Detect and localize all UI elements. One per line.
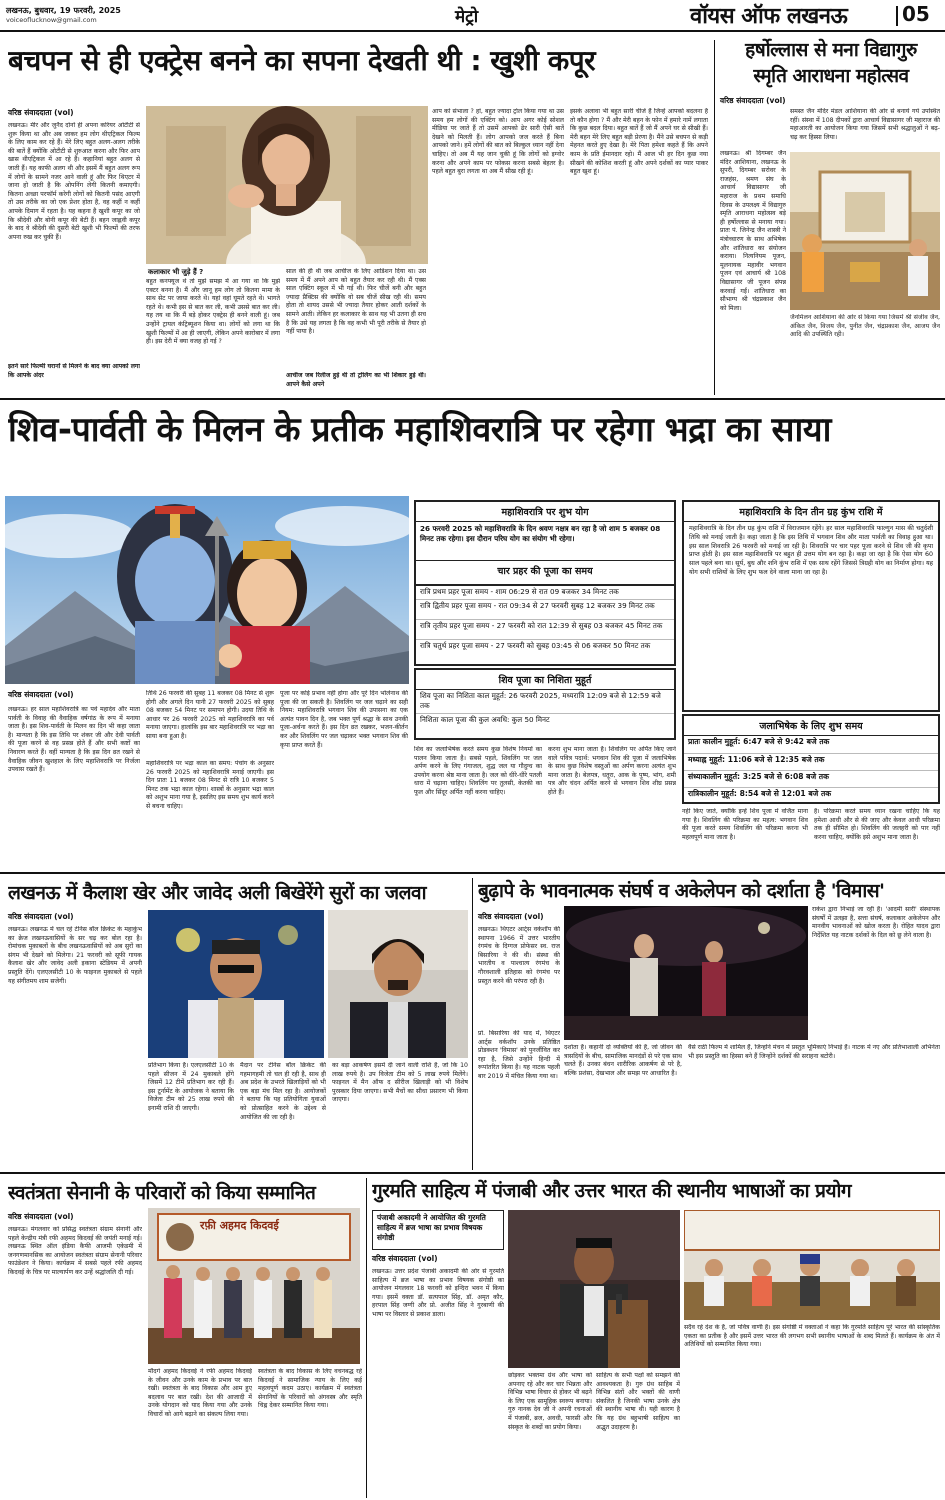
shivratri-col5: करना शुभ माना जाता है। शिवलिंग पर अर्पित किए जाने वाले पवित्र पदार्थ: भगवान शिव की पूजा में जलाभिषेक के साथ कुछ विशेष वस्तुओं का अर्पण करना अत्यंत शुभ माना जाता है। बेलपत्र, धतूरा, आक के पुष्प, भांग, शमी पत्र और चंदन अर्पित करने से भगवान शिव शीघ्र प्रसन्न होते हैं। <box>548 746 676 796</box>
rafi-banner-text: रफ़ी अहमद किदवई <box>200 1219 279 1232</box>
rafi-col2: मौदगे अहमद किदवई ने रफी अहमद किदवई के जीवन और उनके काम के प्रभाव पर बात रखी। स्वतंत्रता के बाद विकास और आम हुए बदलाव पर बात रखी। देश की आजादी में उनके योगदान को याद किया गया और उनके विचारों को आगे बढ़ाने का संकल्प लिया गया। <box>148 1368 252 1418</box>
vidyaguru-col1: लखनऊ। श्री दिगम्बर जैन मंदिर आशियाना, लखनऊ के सुपरी, दिगम्बर सरोवर के राजहंस, श्रमण संघ के आचार्य विद्यासागर जी महाराज के प्रथम समाधि दिवस के उपलक्ष्य में विद्यागुरु स्मृति आराधना महोत्सव बड़े ही हर्षोल्लास से मनाया गया। प्रातः पं. जिनेन्द्र जैन शास्त्री ने मंत्रोच्चारण के साथ अभिषेक और शांतिधारा का संयोजन कराया। नित्यनियम पूजन, मूलनायक महावीर भगवान पूजन एवं आचार्य श्री 108 विद्यासागर जी पूजन संपन्न करवाई गईं। शांतिधारा का सौभाग्य श्री चंद्रप्रकाश जैन को मिला। <box>720 150 786 312</box>
khushi-col1: लखनऊ। मीर और जुनैद दोनों ही अपना करियर ओटीटी से शुरू किया था और अब जाकर हम लोग थीएट्रिकल फिल्म के लिए काम कर रहे हैं। मेरे लिए बहुत अलग-अलग तरीके की बातें हैं क्योंकि ओटीटी से शुरुआत करना और फिर आप खास थीएट्रिकल में आ रहे हैं। कहानियां बहुत अलग से जाती हैं। यह काफी अलग थी और इसमें मैं बहुत अलग रूप में लोगों के सामने नजर आने वाली हूं और फिर थिएटर में जाना हो जाती है कि ओपनिंग लेगी कितनी कमाएगी। कितना अच्छा परफॉर्म करेगी लोगों को कितनी पसंद आएगी तो उस तरीके का जो एक प्रेशर होता है, वह कहीं न कहीं आपके दिमाग में रहता है। यह कहना है खुशी कपूर का जो कि श्रीदेवी और बोनी कपूर की बेटी हैं। बहन जाह्नवी कपूर के बाद वे श्रीदेवी की दूसरी बेटी खुशी भी फिल्मों की तरफ अपना रुख कर चुकी हैं। <box>8 122 140 241</box>
kailash-col1: लखनऊ। लखनऊ में चल रहे टेनिस बॉल क्रिकेट के महाकुंभ का क्रेज लखनऊवासियों के सर चढ़ कर बोल रहा है। रोमांचक मुकाबलों के बीच लखनऊवासियों को अब सुरों का संगम भी देखने को मिलेगा। 21 फरवरी को सूफी गायक कैलाश खेर और जावेद अली इकाना स्टेडियम में अपनी प्रस्तुति देंगे। एलएलसीटी 10 के फाइनल मुकाबले से पहले यह संगीतमय शाम सजेगी। <box>8 926 142 985</box>
graha-title: महाशिवरात्रि के दिन तीन ग्रह कुंभ राशि में <box>684 502 938 522</box>
rafi-headline: स्वतंत्रता सेनानी के परिवारों को किया सम्मानित <box>8 1182 316 1204</box>
gurmat-headline: गुरमति साहित्य में पंजाबी और उत्तर भारत की स्थानीय भाषाओं का प्रयोग <box>372 1180 852 1202</box>
rafi-col1: लखनऊ। मंगलवार को प्रसिद्ध स्वतंत्रता संग्राम सेनानी और पहले केन्द्रीय मंत्री रफी अहमद किदवई की जयंती मनाई गई। लखनऊ स्थित ऑल इंडिया कैफी आजमी एकेडमी में जनगणमानसिक का आयोजन स्वतंत्रता संग्राम सेनानी परिवार फाउंडेशन ने किया। कार्यक्रम में सबसे पहले रफी अहमद किदवई के चित्र पर माल्यार्पण कर उन्हें श्रद्धांजलि दी गई। <box>8 1226 142 1276</box>
jala-item: संध्याकालीन मुहूर्त: 3:25 बजे से 6:08 बजे तक <box>684 771 938 788</box>
shivratri-col3: पूजा पर कोई प्रभाव नहीं होगा और पूरे दिन भोलेनाथ की पूजा की जा सकती है। शिवलिंग पर जल चढ़ाने का सही नियम: महाशिवरात्रि भगवान शिव की उपासना का एक अत्यंत पावन दिन है, जब भक्त पूर्ण श्रद्धा के साथ उनकी पूजा-अर्चना करते हैं। इस दिन व्रत रखकर, भजन-कीर्तन कर और शिवलिंग पर जल चढ़ाकर भक्त भगवान शिव की कृपा प्राप्त करते हैं। <box>280 690 408 749</box>
javed-ali-photo <box>328 910 468 1058</box>
column-divider <box>472 878 473 1170</box>
nishita-item: शिव पूजा का निशिता काल मुहूर्त: 26 फरवरी 2025, मध्यरात्रि 12:09 बजे से 12:59 बजे तक <box>416 690 674 714</box>
gurmat-subhead-box <box>372 1210 504 1250</box>
gurmat-panel-photo <box>684 1210 940 1320</box>
vimas-headline: बुढ़ापे के भावनात्मक संघर्ष व अकेलेपन को दर्शाता है 'विमास' <box>478 880 885 902</box>
khushi-byline: वरिष्ठ संवाददाता (vol) <box>8 108 74 117</box>
vimas-col4: राकेश द्वारा निभाई जा रही है। 'आदमी सारी' संस्थापक संघर्षों में उलझा है, सत्ता संघर्ष, कलाकार अकेलेपन और मानवीय भावनाओं को खोज करता है। रोहित यादव द्वारा निर्देशित यह नाटक दर्शकों के दिल को छू लेने वाला है। <box>812 906 940 939</box>
khushi-question: कलाकार भी जुड़े हैं ? <box>148 268 204 276</box>
vimas-col3: दर्शाता है। कहानी दो व्यक्तियों की है, जो जीवन की त्रासदियों के बीच, सामाजिक मानदंडों से परे एक साथ चलते हैं। उनका बंधन शारीरिक आकर्षण से परे है, बल्कि प्रशंसा, देखभाल और समझ पर आधारित है। <box>564 1044 682 1077</box>
prahar-item: रात्रि तृतीय प्रहर पूजा समय - 27 फरवरी को रात 12:39 से सुबह 03 बजकर 45 मिनट तक <box>416 620 674 640</box>
shivratri-headline: शिव-पार्वती के मिलन के प्रतीक महाशिवरात्रि पर रहेगा भद्रा का साया <box>8 410 831 450</box>
prahar-title: चार प्रहर की पूजा का समय <box>416 560 674 580</box>
contact-email: voiceoflucknow@gmail.com <box>6 16 97 24</box>
vimas-col5: वैसे राठी फिल्म में शामिल हैं, जिन्होंने मंचन में प्रस्तुत भूमिकाएं निभाई हैं। नाटक में नए और प्रतिभाशाली अभिनेता भी इस प्रस्तुति का हिस्सा बने हैं जिन्होंने दर्शकों की सराहना बटोरी। <box>688 1044 940 1060</box>
vidyaguru-headline-2: स्मृति आराधना महोत्सव <box>753 65 909 87</box>
section-name: मेट्रो <box>455 7 479 27</box>
shivratri-byline: वरिष्ठ संवाददाता (vol) <box>8 690 74 699</box>
nishita-box <box>414 668 676 740</box>
vimas-col1: लखनऊ। थिएटर आर्ट्स वर्कशॉप की स्थापना 1966 में उत्तर भारतीय रंगमंच के दिग्गज प्रोफेसर स्व. राज बिसारिया ने की थी। संस्था की भारतीय व पाश्चात्य रंगमंच के गौरवशाली इतिहास को रंगमंच पर प्रस्तुत करने की परंपरा रही है। <box>478 926 560 985</box>
rafi-event-photo <box>148 1208 360 1364</box>
shivratri-col6: नहीं किए जाते, क्योंकि इन्हें शिव पूजा में वर्जित माना गया है। शिवलिंग की परिक्रमा का महत्व: भगवान शिव की पूजा करते समय शिवलिंग की परिक्रमा करना भी महत्वपूर्ण माना जाता है। <box>682 808 808 841</box>
kailash-byline: वरिष्ठ संवाददाता (vol) <box>8 912 74 921</box>
shubh-yog-title: महाशिवरात्रि पर शुभ योग <box>416 502 674 522</box>
jalabhishek-title: जलाभिषेक के लिए शुभ समय <box>684 716 938 736</box>
masthead-rule <box>0 30 945 32</box>
kailash-kher-photo <box>148 910 324 1058</box>
khushi-col4: आप को संभाला ? हां, बहुत ज्यादा ट्रोल किया गया था उस समय हम लोगों की एक्टिंग को। आप अगर कोई सोशल मीडिया पर जाते हैं तो उसमें आपको ढेर सारी ऐसी बातें देखने को मिलती हैं। लोग आपको जज करते हैं बिना आपको जाने। हमें लोगों की बात को बिल्कुल ध्यान नहीं देना चाहिए। तो अब मैं यह जान चुकी हूं कि लोगों को इग्नोर करना और अपने काम पर फोकस करना सबसे बेहतर है। पहले बहुत बुरा लगता था अब मैं सीख रही हूं। <box>432 108 564 176</box>
prahar-item: रात्रि द्वितीय प्रहर पूजा समय - रात 09:34 से 27 फरवरी सुबह 12 बजकर 39 मिनट तक <box>416 600 674 620</box>
column-divider <box>714 40 715 395</box>
nishita-item: निशिता काल पूजा की कुल अवधि: कुल 50 मिनट <box>420 715 550 724</box>
gurmat-col4: सदैव रहे देश के है, जो पवित्र वाणी है। इस संगोष्ठी में वक्ताओं ने कहा कि गुरमति साहित्य पूरे भारत की सांस्कृतिक एकता का प्रतीक है और इसमें उत्तर भारत की लगभग सभी स्थानीय भाषाओं के शब्द मिलते हैं। कार्यक्रम के अंत में अतिथियों को सम्मानित किया गया। <box>684 1324 940 1349</box>
page-number: 05 <box>902 2 930 26</box>
gurmat-byline: वरिष्ठ संवाददाता (vol) <box>372 1254 438 1263</box>
vimas-play-photo <box>564 906 808 1040</box>
khushi-col1-tail: इतने सारे फिल्मी घरानों से मिलने के बाद क्या आपको लगा कि आपके अंदर <box>8 363 140 379</box>
khushi-col3-tail: आर्चीज जब रिलीज हुई थी तो ट्रोलिंग का भी शिकार हुई थीं। आपने कैसे अपने <box>286 372 426 388</box>
kailash-headline: लखनऊ में कैलाश खेर और जावेद अली बिखेरेंगे सुरों का जलवा <box>8 882 427 904</box>
vimas-col2: प्रो. बिसारिया की याद में, थिएटर आर्ट्स वर्कशॉप उनके प्रतिष्ठित प्रोडक्शन 'विमास' को पुनर्जीवित कर रहा है, जिसे उन्होंने हिन्दी में रूपांतरित किया है। यह नाटक पहली बार 2019 में मंचित किया गया था। <box>478 1030 560 1080</box>
khushi-headline: बचपन से ही एक्ट्रेस बनने का सपना देखती थी : खुशी कपूर <box>8 44 596 77</box>
nishita-title: शिव पूजा का निशिता मुहूर्त <box>416 670 674 690</box>
graha-text: महाशिवरात्रि के दिन तीन ग्रह कुंभ राशि में विराजमान रहेंगे। हर साल महाशिवरात्रि फाल्गुन मास की चतुर्दशी तिथि को मनाई जाती है। कहा जाता है कि इस तिथि में भगवान शिव और माता पार्वती का विवाह हुआ था। इस साल शिवरात्रि 26 फरवरी को मनाई जा रही है। शिवरात्रि पर चार पहर पूजा करने से शिव जी की कृपा प्राप्त होती है। इस साल महाशिवरात्रि पर बहुत ही उत्तम योग बन रहा है। कहा जा रहा है कि ऐसा योग 60 साल पहले बना था। सूर्य, बुध और शनि कुंभ राशि में एक साथ रहेंगे जिससे त्रिग्रही योग का निर्माण होगा। यह योग सभी राशियों के लिए शुभ फल देने वाला माना जा रहा है। <box>689 525 933 576</box>
khushi-col2: बहुत कनफ्यूज थे तो मुझे समझ में आ गया था कि मुझे एक्टर बनना है। मैं और जानू हम लोग तो कितना मामा के साथ सेट पर जाया करते थे। यहां वहां घूमते रहते थे। भागते रहते थे। कभी इस से बात कर ली, कभी उससे बात कर ली। यह तय था कि मैं बड़े होकर एक्ट्रेस ही बनने वाली हूं। जब उन्होंने ट्रायल कंट्रिब्यूशन किया था। लोगों को लगा था कि खुशी फिल्मों में आ ही जाएगी, लेकिन अपने कारोबार में लगा ही। इस देरी में क्या वजह हो गई ? <box>146 278 280 346</box>
kailash-col3: मैदान पर टेनिस बॉल क्रिकेट की गहमागहमी तो चल ही रही है, साथ ही अब प्रदेश के उभरते खिलाड़ियों को भी एक बड़ा मंच मिल रहा है। आयोजकों ने बताया कि यह प्रतियोगिता युवाओं को प्रोत्साहित करने के उद्देश्य से आयोजित की जा रही है। <box>240 1062 326 1121</box>
jala-item: मध्याह्न मुहूर्त: 11:06 बजे से 12:35 बजे तक <box>684 754 938 771</box>
gurmat-col3: साहित्य के सभी पक्षों को समझने की आवश्यकता है। गुरु ग्रंथ साहिब में विभिन्न संतों और भक्तों की वाणी संकलित है जिनकी भाषा उनके क्षेत्र की स्थानीय भाषा थी। यही कारण है कि यह ग्रंथ बहुभाषी साहित्य का अद्भुत उदाहरण है। <box>596 1372 680 1431</box>
vidyaguru-headline-1: हर्षोल्लास से मना विद्यागुरु <box>745 39 917 61</box>
jalabhishek-box <box>682 714 940 804</box>
khushi-col5: इसके अलावा भी बहुत सारी चीजें हैं जिन्हें आपको बदलना है तो कौन होगा ? मैं और मेरी बहन के फोन में हमारे नामें लगाता कि कुछ बदल दिया। बहुत बातें हैं जो मैं अपने घर से सीखी हैं। मेरी बहन मेरे लिए बहुत बड़ी प्रेरणा है। मैंने उसे बचपन से कड़ी मेहनत करते हुए देखा है। मेरे पिता हमेशा कहते हैं कि अपने काम के प्रति ईमानदार रहो। मैं आज भी हर दिन कुछ नया सीखने की कोशिश करती हूं और अपने दर्शकों का प्यार पाकर बहुत खुश हूं। <box>570 108 708 176</box>
gurmat-subhead: पंजाबी अकादमी ने आयोजित की गुरमति साहित्य में ब्रज भाषा का प्रभाव विषयक संगोष्ठी <box>377 1213 486 1242</box>
khushi-col3: साल की ही थी जब आर्चीज के लिए आडिशन दिया था। उस समय में मैं अपने आप को बहुत तैयार कर रही थी। मैं एक्स साल एक्टिंग स्कूल में भी गई थी। फिर चीजें बनी और बहुत ज्यादा प्रैक्टिस की क्योंकि वो सब चीजें सीख रही थी। समय होता तो शायद उससे भी ज्यादा तैयार होकर आती दर्शकों के सामने आती। लेकिन हर कलाकार के साथ यह भी उतना ही सच है कि उसे यह लगता है कि वह कभी भी पूरी तरीके से तैयार हो नहीं पाया है। <box>286 268 426 336</box>
shivratri-col2: महाशिवरात्रि पर भद्रा काल का समय: पंचांग के अनुसार 26 फरवरी 2025 को महाशिवरात्रि मनाई जाएगी। इस दिन प्रातः 11 बजकर 08 मिनट से रात्रि 10 बजकर 5 मिनट तक भद्रा काल रहेगा। शास्त्रों के अनुसार भद्रा काल को अशुभ माना गया है, इसलिए इस समय शुभ कार्य करने से बचना चाहिए। <box>146 760 274 810</box>
shivratri-col4: शिव का जलाभिषेक करते समय कुछ विशेष नियमों का पालन किया जाता है। सबसे पहले, शिवलिंग पर जल अर्पण करने के लिए गंगाजल, शुद्ध जल या गौदुग्ध का उपयोग करना श्रेष्ठ माना जाता है। जल को धीरे-धीरे पतली धारा में चढ़ाना चाहिए। शिवलिंग पर तुलसी, केतकी का फूल और सिंदूर अर्पित नहीं करना चाहिए। <box>414 746 542 796</box>
section-rule <box>0 1172 945 1174</box>
section-rule <box>0 872 945 874</box>
vidyaguru-col2: समस्त जैन मंदिर मंडल आशियाना की ओर से बनाये गये उपस्थित रहीं। संस्था में 108 दीपकों द्वारा आचार्य विद्यासागर जी महाराज की महाआरती का आयोजन किया गया जिसमें सभी श्रद्धालुओं ने बढ़-चढ़ कर हिस्सा लिया। <box>790 108 940 141</box>
vidyaguru-photo <box>790 152 940 310</box>
jala-item: रात्रिकालीन मुहूर्त: 8:54 बजे से 12:01 बजे तक <box>688 789 832 798</box>
jala-item: प्रातः कालीन मुहूर्त: 6:47 बजे से 9:42 बजे तक <box>684 736 938 754</box>
vimas-byline: वरिष्ठ संवाददाता (vol) <box>478 912 544 921</box>
gurmat-speaker-photo <box>508 1210 680 1368</box>
gurmat-col2: छोड़कर भक्तमा ग्रंथ और भाषा को अपनाए रहे और कर चार भिन्नता और विभिन्न भाषा विचार से होकर भी बढ़ने के लिए एक सामूहिक स्वरूप बनाया। गुरु नानक देव जी ने अपनी रचनाओं में पंजाबी, ब्रज, अवधी, फारसी और संस्कृत के शब्दों का प्रयोग किया। <box>508 1372 592 1431</box>
kailash-col4: का बड़ा आकर्षण इसमें दी जाने वाली राशि है, जो कि 10 लाख रुपये है। उप विजेता टीम को 5 लाख रुपये मिलेंगे। फाइनल में मैन ऑफ द सीरीज खिलाड़ी को भी विशेष पुरस्कार दिया जाएगा। सभी मैचों का सीधा प्रसारण भी किया जाएगा। <box>332 1062 468 1104</box>
prahar-box <box>414 586 676 666</box>
column-divider <box>366 1178 367 1498</box>
section-rule <box>0 398 945 400</box>
shubh-yog-box <box>414 500 676 586</box>
issue-date: लखनऊ, बुधवार, 19 फरवरी, 2025 <box>6 6 121 15</box>
shivratri-intro: तिथि 26 फरवरी की सुबह 11 बजकर 08 मिनट से शुरू होगी और अगले दिन यानी 27 फरवरी 2025 को सुबह 08 बजकर 54 मिनट पर समापन होगी। उदया तिथि के आधार पर 26 फरवरी 2025 को महाशिवरात्रि का पर्व मनाया जाएगा। हालांकि इस बार महाशिवरात्रि पर भद्रा का साया बना हुआ है। <box>146 690 274 740</box>
shubh-yog-text: 26 फरवरी 2025 को महाशिवरात्रि के दिन श्रवण नक्षत्र बन रहा है जो शाम 5 बजकर 08 मिनट तक रहेगा। इस दौरान परिघ योग का संयोग भी रहेगा। <box>420 524 661 543</box>
shiva-parvati-image <box>5 496 409 684</box>
prahar-item: रात्रि प्रथम प्रहर पूजा समय - शाम 06:29 से रात 09 बजकर 34 मिनट तक <box>416 586 674 600</box>
vidyaguru-byline: वरिष्ठ संवाददाता (vol) <box>720 96 786 105</box>
paper-logo: वॉयस ऑफ लखनऊ <box>690 4 848 29</box>
rafi-byline: वरिष्ठ संवाददाता (vol) <box>8 1212 74 1221</box>
khushi-photo <box>146 106 428 264</box>
shivratri-col1: लखनऊ। हर साल महाशिवरात्रि का पर्व महादेव और माता पार्वती के विवाह की वैवाहिक वर्षगांठ के रूप में मनाया जाता है। इस शिव-पार्वती के मिलन का दिन भी कहा जाता है। मान्यता है कि इस तिथि पर शंकर जी और देवी पार्वती की पूजा करने से वह प्रसन्न होते हैं और सभी कष्टों का निवारण करते हैं। वहीं मान्यता है कि इस दिन व्रत रखने से वैवाहिक जीवन खुशहाल के लिए महाशिवरात्रि पर निर्जला उपवास रखते हैं। <box>8 706 140 774</box>
gurmat-col1: लखनऊ। उत्तर प्रदेश पंजाबी अकादमी की ओर से गुरमति साहित्य में ब्रज भाषा का प्रभाव विषयक संगोष्ठी का आयोजन मंगलवार 18 फरवरी को इन्दिरा भवन में किया गया। इसमें वक्ता डॉ. सत्यपाल सिंह, डॉ. अमृत कौर, हरपाल सिंह जग्गी और प्रो. अजीत सिंह ने गुरबाणी की भाषा पर विस्तार से प्रकाश डाला। <box>372 1268 504 1318</box>
prahar-item: रात्रि चतुर्थ प्रहर पूजा समय - 27 फरवरी को सुबह 03:45 से 06 बजकर 50 मिनट तक <box>420 641 651 650</box>
shivratri-col7: है। परिक्रमा करते समय ध्यान रखना चाहिए कि यह हमेशा आधी और से की जाए और केवल आधी परिक्रमा तक ही सीमित हो। शिवलिंग की जलहरी को पार नहीं करना चाहिए, क्योंकि इसे अशुभ माना जाता है। <box>814 808 940 841</box>
graha-box <box>682 500 940 712</box>
rafi-col3: स्वतंत्रता के बाद विकास के लिए वचनबद्ध रहे किदवई ने सामाजिक न्याय के लिए कई महत्वपूर्ण कदम उठाए। कार्यक्रम में स्वतंत्रता सेनानियों के परिवारों को अंगवस्त्र और स्मृति चिह्न देकर सम्मानित किया गया। <box>258 1368 362 1410</box>
vidyaguru-caption: जैनमिलन आशियाना की ओर से किया गया जिसमें श्री संजीव जैन, अंकित जैन, विजय जैन, पुनीत जैन, चंद्रप्रकाश जैन, आजय जैन आदि की उपस्थिति रही। <box>790 314 940 338</box>
kailash-col2: प्रतिभाग किया है। एलएलसीटी 10 के पहले सीजन में 24 मुकाबले होंगे जिसमें 12 टीमें प्रतिभाग कर रही हैं। इस टूर्नामेंट के आयोजक ने बताया कि विजेता टीम को 25 लाख रुपये की इनामी राशि दी जाएगी। <box>148 1062 234 1112</box>
